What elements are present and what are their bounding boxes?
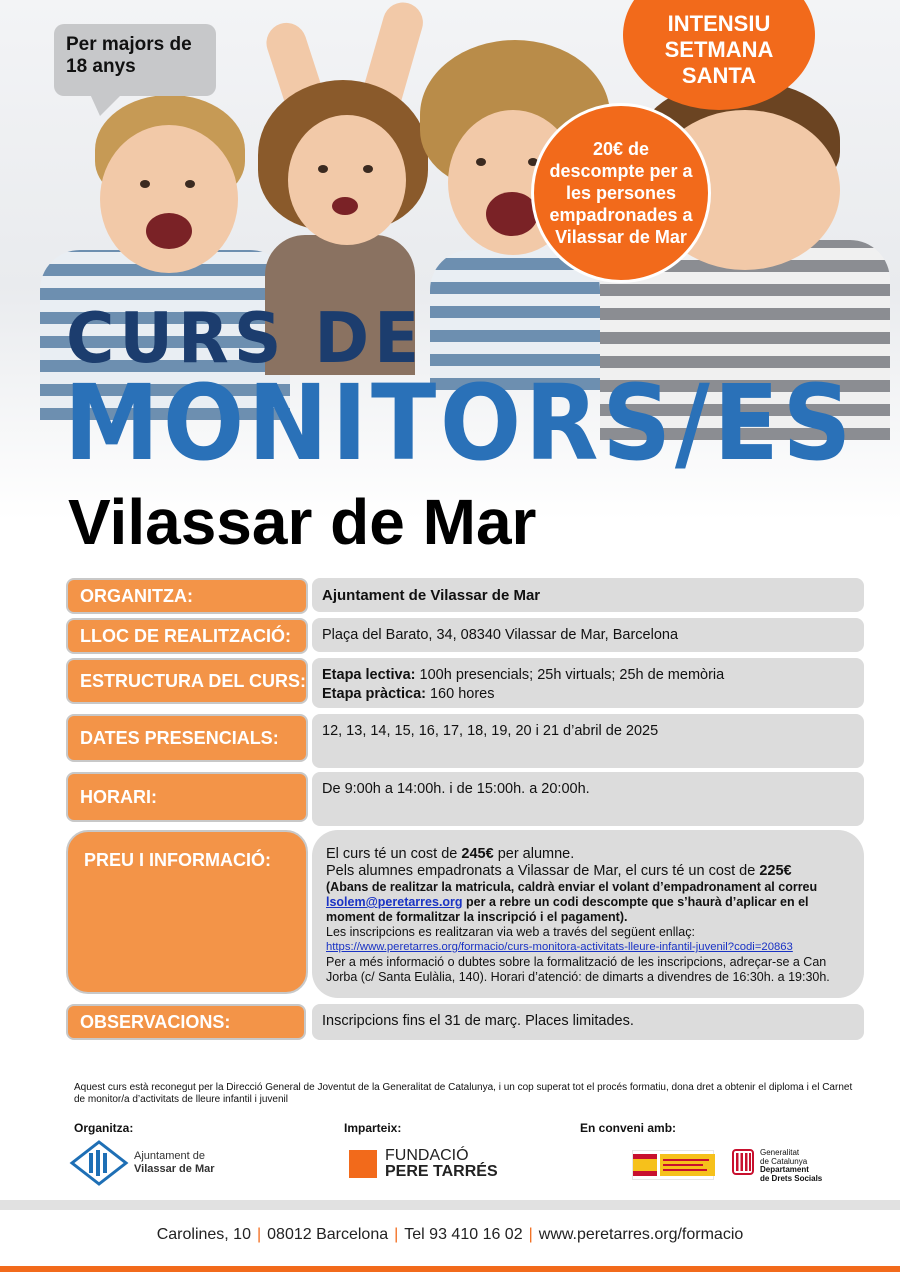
row-estructura (64, 658, 864, 708)
preu-p1c: per alumne. (493, 846, 575, 862)
organitza-footer-label: Organitza: (74, 1121, 134, 1135)
organitza-label: ORGANITZA: (66, 578, 308, 614)
recognition-note: Aquest curs està reconegut per la Direcció General de Joventut de la Generalitat de Catalunya, i un cop superat tot el procés formatiu, dona dret a obtenir el diploma i el Carnet de monitor/a d’activitats de lleure infantil i juvenil (74, 1082, 853, 1105)
organitza-value: Ajuntament de Vilassar de Mar (312, 578, 864, 612)
email-link[interactable]: lsolem@peretarres.org (326, 895, 463, 909)
spain-government-emblem-icon (633, 1151, 715, 1181)
estructura-label: ESTRUCTURA DEL CURS: (66, 658, 308, 704)
contact-address (0, 1226, 900, 1244)
imparteix-label: Imparteix: (344, 1121, 402, 1135)
age-note-text: Per majors de 18 anys (66, 34, 192, 77)
row-dates (64, 714, 864, 768)
preu-225: 225€ (759, 863, 792, 879)
hero-banner (0, 0, 900, 558)
address-city: 08012 Barcelona (267, 1226, 389, 1243)
estructura-value (312, 658, 864, 708)
discount-badge-text: 20€ de descompte per a les persones empadronades a Vilassar de Mar (549, 139, 693, 247)
intensive-badge-text: INTENSIU SETMANA SANTA (664, 11, 774, 88)
inscription-link[interactable]: https://www.peretarres.org/formacio/curs-monitora-activitats-lleure-infantil-juvenil?codi=20863 (326, 941, 793, 953)
generalitat-logo (732, 1149, 822, 1183)
preu-p2a: Pels alumnes empadronats a Vilassar de Mar, el curs té un cost de (326, 863, 760, 879)
horari-label: HORARI: (66, 772, 308, 822)
title-monitors: MONITORS/ES (64, 362, 856, 484)
gobierno-espana-logo (632, 1150, 714, 1180)
etapa-practica-label: Etapa pràctica: (322, 686, 426, 702)
lloc-value: Plaça del Barato, 34, 08340 Vilassar de Mar, Barcelona (312, 618, 864, 652)
preu-p3a: (Abans de realitzar la matricula, caldrà enviar el volant d’empadronament al correu (326, 880, 818, 894)
preu-label: PREU I INFORMACIÓ: (66, 830, 308, 994)
row-horari (64, 772, 864, 826)
preu-245: 245€ (461, 846, 494, 862)
address-website[interactable]: www.peretarres.org/formacio (538, 1226, 744, 1243)
fpt-square-icon (349, 1150, 377, 1178)
preu-p5: Per a més informació o dubtes sobre la formalització de les inscripcions, adreçar-se a Can Jorba (c/ Santa Eulàlia, 140). Horari d’atenció: de dimarts a divendres de 16:30h. a 19:30h. (326, 955, 830, 984)
kid-1-face (100, 125, 238, 273)
conveni-label: En conveni amb: (580, 1121, 677, 1135)
address-sep-1: | (256, 1226, 262, 1243)
etapa-practica-value: 160 hores (425, 686, 495, 702)
discount-badge (531, 103, 711, 283)
preu-p1a: El curs té un cost de (326, 846, 462, 862)
gen-line1: Generalitat (760, 1148, 800, 1157)
fpt-line2: PERE TARRÉS (385, 1163, 498, 1180)
ajuntament-emblem-icon (70, 1140, 128, 1186)
generalitat-emblem-icon (732, 1149, 754, 1175)
address-street: Carolines, 10 (156, 1226, 251, 1243)
location-title: Vilassar de Mar (68, 486, 537, 558)
ajuntament-logo-line1: Ajuntament de (134, 1150, 205, 1162)
age-note-bubble (54, 24, 216, 96)
preu-value (312, 830, 864, 998)
horari-value: De 9:00h a 14:00h. i de 15:00h. a 20:00h. (312, 772, 864, 826)
row-organitza (64, 578, 864, 614)
fpt-line1: FUNDACIÓ (385, 1147, 469, 1164)
ajuntament-logo (70, 1140, 215, 1186)
gen-line4: de Drets Socials (760, 1173, 823, 1183)
address-sep-3: | (528, 1226, 533, 1243)
preu-p3b: per a rebre un codi descompte que s’haurà d’aplicar en el moment de formalitzar la inscripció i el pagament). (326, 895, 809, 924)
observacions-value: Inscripcions fins el 31 de març. Places limitades. (312, 1004, 864, 1040)
etapa-lectiva-value: 100h presencials; 25h virtuals; 25h de memòria (415, 667, 725, 683)
fundacio-pere-tarres-logo (349, 1148, 498, 1180)
row-observacions (64, 1004, 864, 1040)
preu-p4: Les inscripcions es realitzaran via web a través del següent enllaç: (326, 925, 695, 939)
gen-line3: Departament (760, 1165, 809, 1174)
row-lloc (64, 618, 864, 654)
ajuntament-logo-line2: Vilassar de Mar (134, 1163, 215, 1175)
footer-grey-bar (0, 1200, 900, 1210)
lloc-label: LLOC DE REALITZACIÓ: (66, 618, 308, 654)
address-sep-2: | (394, 1226, 399, 1243)
kid-2-face (288, 115, 406, 245)
address-phone: Tel 93 410 16 02 (404, 1226, 523, 1243)
title-curs-de: CURS DE (66, 298, 425, 379)
gen-line2: de Catalunya (760, 1156, 808, 1166)
dates-label: DATES PRESENCIALS: (66, 714, 308, 762)
dates-value: 12, 13, 14, 15, 16, 17, 18, 19, 20 i 21 d’abril de 2025 (312, 714, 864, 768)
row-preu (64, 830, 864, 998)
etapa-lectiva-label: Etapa lectiva: (322, 667, 416, 683)
observacions-label: OBSERVACIONS: (66, 1004, 306, 1040)
footer-orange-line (0, 1266, 900, 1272)
